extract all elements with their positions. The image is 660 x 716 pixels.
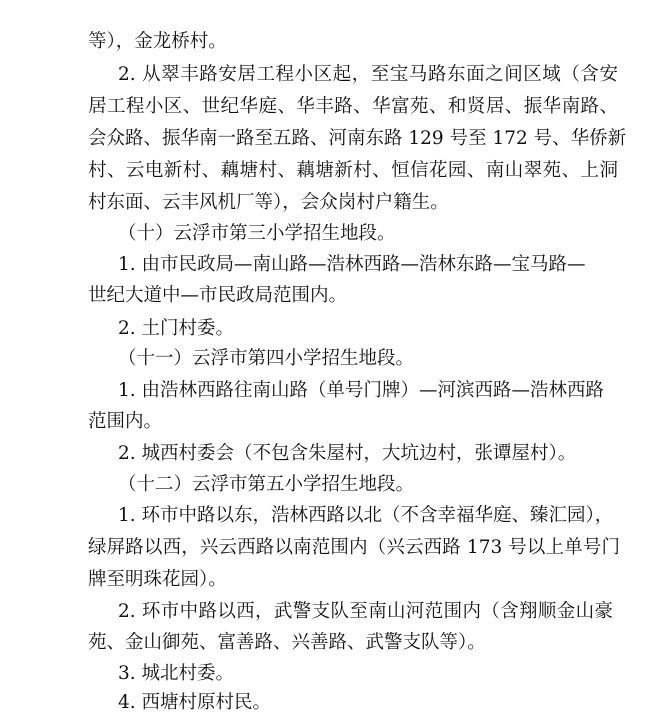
text-line: 1. 由浩林西路往南山路（单号门牌）—河滨西路—浩林西路 bbox=[118, 380, 605, 401]
text-line: 会众路、振华南一路至五路、河南东路 129 号至 172 号、华侨新 bbox=[88, 128, 627, 149]
text-line: 范围内。 bbox=[88, 411, 163, 432]
text-line: 等），金龙桥村。 bbox=[88, 31, 227, 52]
text-line: 3. 城北村委。 bbox=[118, 663, 235, 684]
text-line: 2. 环市中路以西，武警支队至南山河范围内（含翔顺金山豪 bbox=[118, 601, 613, 622]
text-line: 居工程小区、世纪华庭、华丰路、华富苑、和贤居、振华南路、 bbox=[88, 96, 618, 117]
text-line: 2. 从翠丰路安居工程小区起，至宝马路东面之间区域（含安 bbox=[118, 64, 618, 85]
text-line: 4. 西塘村原村民。 bbox=[118, 692, 272, 713]
section-heading: （十二）云浮市第五小学招生地段。 bbox=[118, 474, 415, 495]
text-line: 苑、金山御苑、富善路、兴善路、武警支队等）。 bbox=[88, 632, 486, 653]
text-line: 2. 城西村委会（不包含朱屋村，大坑边村，张谭屋村）。 bbox=[118, 443, 577, 464]
section-heading: （十）云浮市第三小学招生地段。 bbox=[118, 223, 396, 244]
text-line: 村、云电新村、藕塘村、藕塘新村、恒信花园、南山翠苑、上洞 bbox=[88, 160, 618, 181]
text-line: 1. 由市民政局—南山路—浩林西路—浩林东路—宝马路— bbox=[118, 254, 586, 275]
text-line: 绿屏路以西，兴云西路以南范围内（兴云西路 173 号以上单号门 bbox=[88, 537, 620, 558]
text-line: 牌至明珠花园）。 bbox=[88, 569, 227, 590]
text-line: 世纪大道中—市民政局范围内。 bbox=[88, 285, 348, 306]
text-line: 2. 土门村委。 bbox=[118, 318, 235, 339]
text-line: 1. 环市中路以东，浩林西路以北（不含幸福华庭、臻汇园）， bbox=[118, 505, 614, 526]
section-heading: （十一）云浮市第四小学招生地段。 bbox=[118, 348, 415, 369]
text-line: 村东面、云丰风机厂等），会众岗村户籍生。 bbox=[88, 192, 449, 213]
